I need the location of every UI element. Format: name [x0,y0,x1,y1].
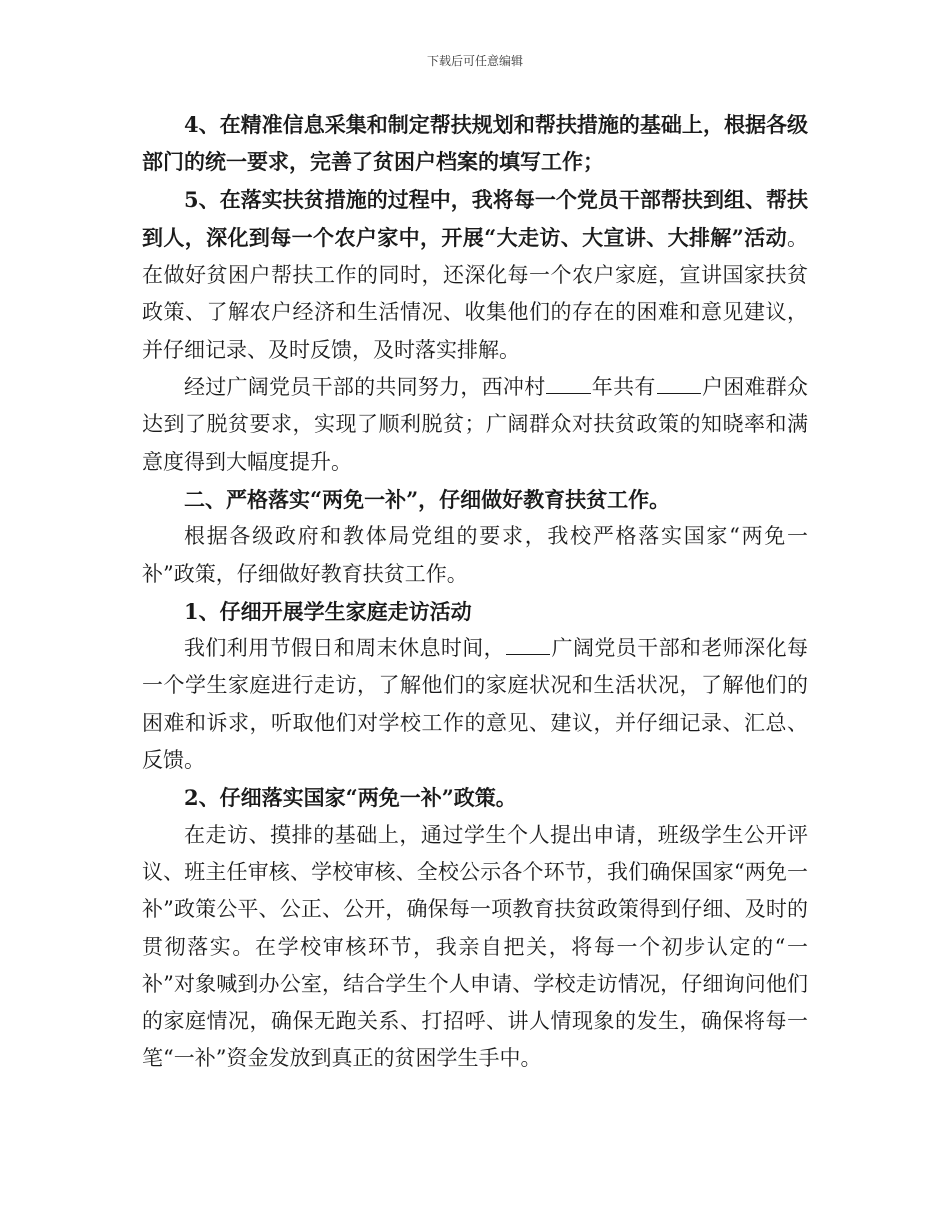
paragraph-section-2-intro: 根据各级政府和教体局党组的要求，我校严格落实国家“两免一补”政策，仔细做好教育扶贫工作。 [142,524,808,586]
result-text-1: 经过广阔党员干部的共同努力，西冲村 [184,375,546,400]
paragraph-item-5-bold: 5、在落实扶贫措施的过程中，我将每一个党员干部帮扶到组、帮扶到人，深化到每一个农户家中，开展“大走访、大宣讲、大排解”活动 [142,186,808,250]
result-text-3: 户困难群众达到了脱贫要求，实现了顺利脱贫；广阔群众对扶贫政策的知晓率和满意度得到大幅度提升。 [142,375,809,474]
paragraph-item-5 [142,181,808,369]
section-heading-2: 二、严格落实“两免一补”，仔细做好教育扶贫工作。 [184,486,671,512]
home-visit-text-2: 广阔党员干部和老师深化每一个学生家庭进行走访，了解他们的家庭状况和生活状况，了解他们的困难和诉求，听取他们对学校工作的意见、建议，并仔细记录、汇总、反馈。 [142,636,809,773]
paragraph-policy-implementation: 在走访、摸排的基础上，通过学生个人提出申请，班级学生公开评议、班主任审核、学校审核、全校公示各个环节，我们确保国家“两免一补”政策公平、公正、公开，确保每一项教育扶贫政策得到仔细、及时的贯彻落实。在学校审核环节，我亲自把关，将每一个初步认定的“一补”对象喊到办公室，结合学生个人申请、学校走访情况，仔细询问他们的家庭情况，确保无跑关系、打招呼、讲人情现象的发生，确保将每一笔“一补”资金发放到真正的贫困学生手中。 [142,822,808,1071]
blank-field-organizer [506,635,550,655]
result-text-2: 年共有 [591,375,656,400]
subheading-1: 1、仔细开展学生家庭走访活动 [184,598,472,624]
paragraph-item-5-normal: 。在做好贫困户帮扶工作的同时，还深化每一个农户家庭，宣讲国家扶贫政策、了解农户经济和生活情况、收集他们的存在的困难和意见建议，并仔细记录、及时反馈，及时落实排解。 [142,225,808,362]
home-visit-text-1: 我们利用节假日和周末休息时间， [184,636,506,661]
blank-field-households [657,374,701,394]
page-header: 下载后可任意编辑 [426,54,523,68]
paragraph-result [142,369,808,481]
blank-field-year [546,374,590,394]
paragraph-item-4: 4、在精准信息采集和制定帮扶规划和帮扶措施的基础上，根据各级部门的统一要求，完善了贫困户档案的填写工作； [142,112,808,175]
paragraph-home-visit [142,630,808,779]
subheading-2: 2、仔细落实国家“两免一补”政策。 [184,785,517,811]
document-body [142,106,808,1078]
